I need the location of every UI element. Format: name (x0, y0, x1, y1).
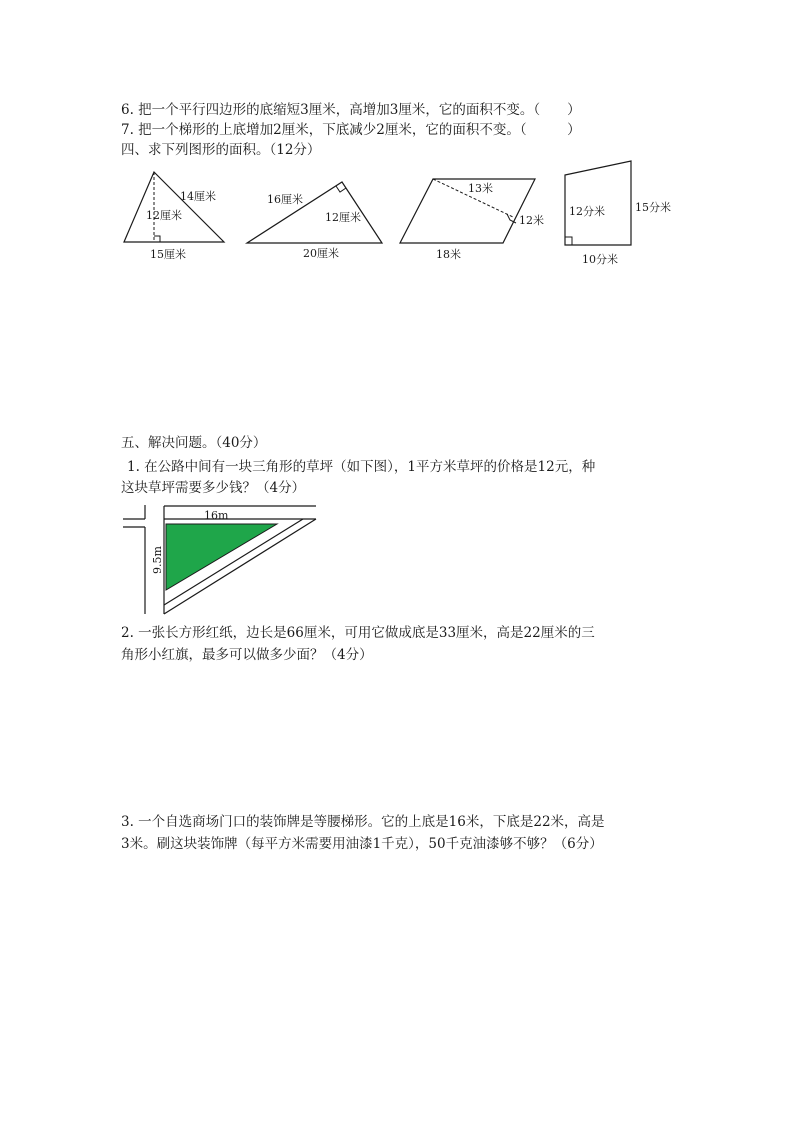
problem-2-line-2: 角形小红旗，最多可以做多少面？（4分） (121, 647, 373, 663)
fig3-height-label: 12米 (519, 214, 544, 227)
figure-lawn (120, 502, 330, 622)
fig1-side-label: 14厘米 (180, 190, 216, 203)
problem-1-line-1: 1. 在公路中间有一块三角形的草坪（如下图），1平方米草坪的价格是12元，种 (127, 459, 596, 475)
problem-1-line-2: 这块草坪需要多少钱？（4分） (121, 480, 306, 496)
fig2-side2-label: 12厘米 (325, 211, 361, 224)
fig2-side1-label: 16厘米 (267, 193, 303, 206)
problem-2-line-1: 2. 一张长方形红纸，边长是66厘米，可用它做成底是33厘米，高是22厘米的三 (121, 625, 595, 641)
fig3-base-label: 18米 (436, 248, 461, 261)
fig4-right-label: 15分米 (635, 201, 671, 214)
figure-parallelogram (398, 172, 548, 267)
problem-3-line-2: 3米。刷这块装饰牌（每平方米需要用油漆1千克），50千克油漆够不够？（6分） (121, 836, 603, 852)
fig4-base-label: 10分米 (582, 253, 618, 266)
fig1-base-label: 15厘米 (150, 248, 186, 261)
lawn-triangle (166, 524, 277, 590)
fig2-base-label: 20厘米 (303, 247, 339, 260)
figure-triangle-2 (245, 175, 385, 265)
fig3-diag-label: 13米 (468, 182, 493, 195)
figure-trapezoid (562, 157, 682, 272)
problem-3-line-1: 3. 一个自选商场门口的装饰牌是等腰梯形。它的上底是16米，下底是22米，高是 (121, 814, 605, 830)
question-6: 6. 把一个平行四边形的底缩短3厘米，高增加3厘米，它的面积不变。（ ） (121, 102, 581, 118)
section-4-title: 四、求下列图形的面积。（12分） (121, 142, 321, 158)
lawn-side-label: 9.5m (151, 546, 164, 574)
fig1-height-label: 12厘米 (146, 209, 182, 222)
question-7: 7. 把一个梯形的上底增加2厘米，下底减少2厘米，它的面积不变。（ ） (121, 122, 581, 138)
fig4-left-label: 12分米 (569, 205, 605, 218)
figure-triangle-1 (120, 168, 230, 263)
lawn-top-label: 16m (204, 509, 229, 522)
section-5-title: 五、解决问题。（40分） (121, 435, 267, 451)
